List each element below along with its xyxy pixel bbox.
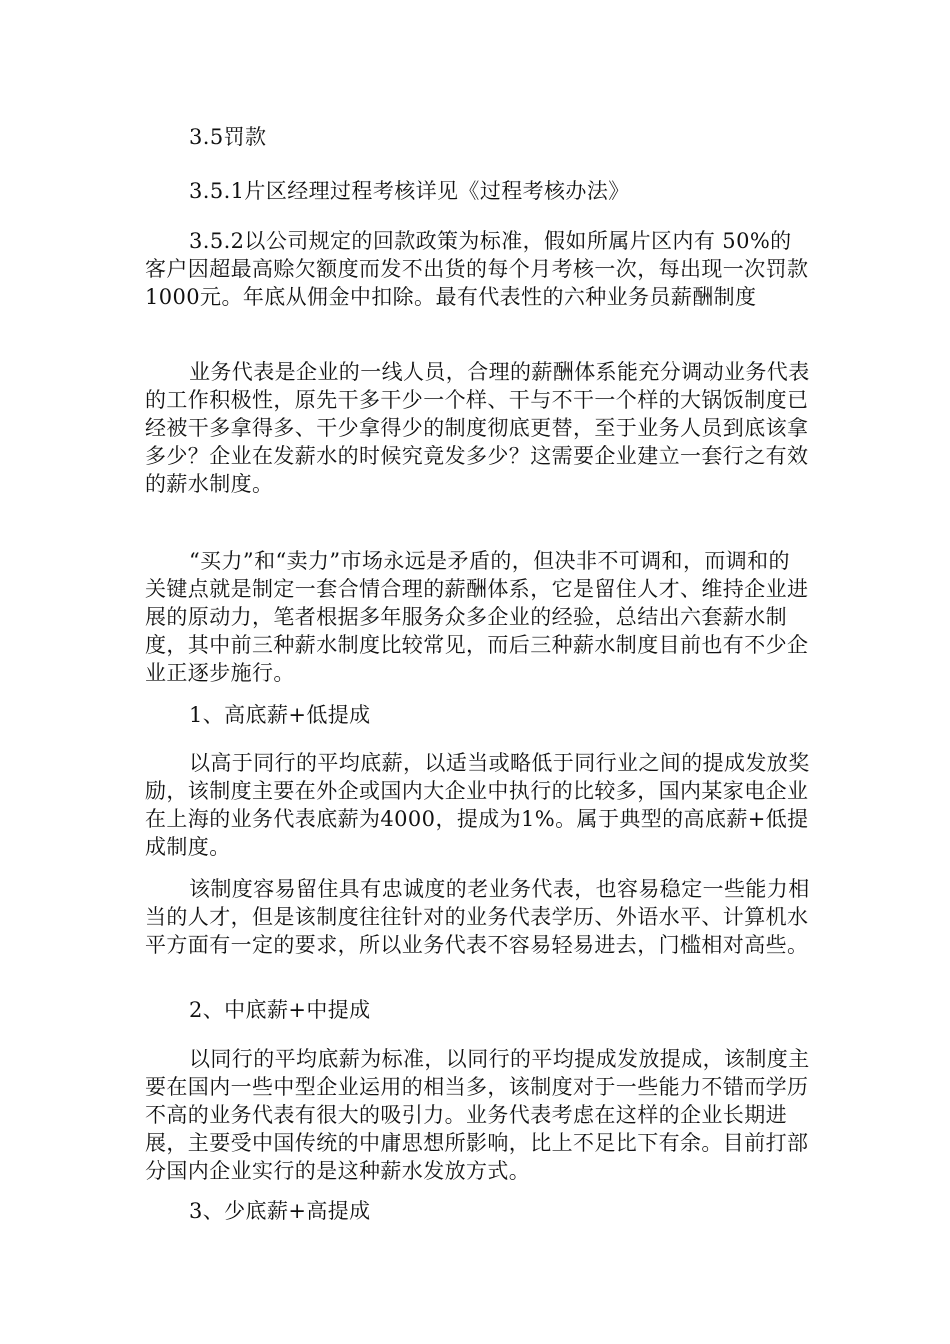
paragraph-market-conflict: “买力”和“卖力”市场永远是矛盾的，但决非不可调和，而调和的关键点就是制定一套合情合理的薪酬体系，它是留住人才、维持企业进展的原动力，笔者根据多年服务众多企业的经验，总结出六套薪水制度，其中前三种薪水制度比较常见，而后三种薪水制度目前也有不少企业正逐步施行。 [145,549,809,685]
paragraph-mid-base-description: 以同行的平均底薪为标准，以同行的平均提成发放提成，该制度主要在国内一些中型企业运用的相当多，该制度对于一些能力不错而学历不高的业务代表有很大的吸引力。业务代表考虑在这样的企业长期进展，主要受中国传统的中庸思想所影响，比上不足比下有余。目前打部分国内企业实行的是这种薪水发放方式。 [145,1047,810,1183]
clause-3-5-2: 3.5.2以公司规定的回款政策为标准，假如所属片区内有 50%的客户因超最高赊欠额度而发不出货的每个月考核一次，每出现一次罚款1000元。年底从佣金中扣除。最有代表性的六种业务员薪酬制度 [145,229,809,309]
heading-low-base-high-commission: 3、少底薪+高提成 [189,1199,371,1223]
heading-high-base-low-commission: 1、高底薪+低提成 [189,703,371,727]
paragraph-high-base-analysis: 该制度容易留住具有忠诚度的老业务代表，也容易稳定一些能力相当的人才，但是该制度往往针对的业务代表学历、外语水平、计算机水平方面有一定的要求，所以业务代表不容易轻易进去，门槛相对高些。 [145,877,810,957]
section-heading-penalty: 3.5罚款 [189,125,267,149]
clause-3-5-1: 3.5.1片区经理过程考核详见《过程考核办法》 [189,179,630,203]
paragraph-sales-rep-intro: 业务代表是企业的一线人员，合理的薪酬体系能充分调动业务代表的工作积极性，原先干多干少一个样、干与不干一个样的大锅饭制度已经被干多拿得多、干少拿得少的制度彻底更替，至于业务人员到底该拿多少？企业在发薪水的时候究竟发多少？这需要企业建立一套行之有效的薪水制度。 [145,360,810,496]
heading-mid-base-mid-commission: 2、中底薪+中提成 [189,998,371,1022]
paragraph-high-base-description: 以高于同行的平均底薪，以适当或略低于同行业之间的提成发放奖励，该制度主要在外企或国内大企业中执行的比较多，国内某家电企业在上海的业务代表底薪为4000，提成为1%。属于典型的高底薪+低提成制度。 [145,751,810,859]
